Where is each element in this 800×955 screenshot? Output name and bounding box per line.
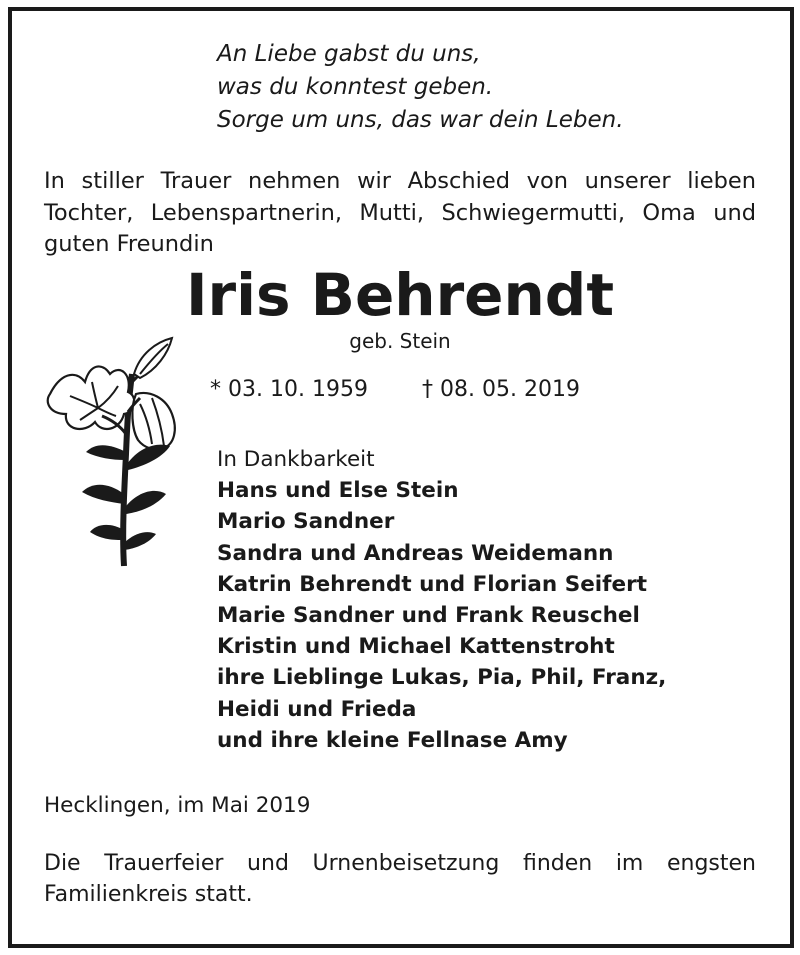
intro-line: guten Freundin [44,231,214,257]
poem-line: An Liebe gabst du uns, [217,41,481,67]
poem [217,38,624,137]
intro-line: In stiller Trauer nehmen wir Abschied von unserer lieben [44,168,756,194]
mourner-line: Mario Sandner [217,509,395,535]
place-date: Hecklingen, im Mai 2019 [44,793,311,818]
death-date: † 08. 05. 2019 [422,377,580,402]
mourner-line: ihre Lieblinge Lukas, Pia, Phil, Franz, [217,665,667,691]
poem-line: was du konntest geben. [217,74,494,100]
mourner-line: Marie Sandner und Frank Reuschel [217,603,640,629]
intro-line: Tochter, Lebenspartnerin, Mutti, Schwiegermutti, Oma und [44,199,756,226]
mourner-line: Sandra und Andreas Weidemann [217,540,614,566]
deceased-name: Iris Behrendt [185,261,615,329]
lily-flower-icon [40,334,180,570]
intro-text [44,166,756,261]
thanks-heading: In Dankbarkeit [217,447,375,472]
mourner-line: Katrin Behrendt und Florian Seifert [217,571,647,597]
closing-note [44,848,756,910]
mourner-line: Kristin und Michael Kattenstroht [217,634,615,660]
mourner-line: und ihre kleine Fellnase Amy [217,727,568,753]
mourners-list [217,444,666,756]
closing-line: Die Trauerfeier und Urnenbeisetzung finden im engsten [44,851,756,876]
birth-date: * 03. 10. 1959 [210,377,368,402]
closing-line: Familienkreis statt. [44,882,253,907]
mourner-line: Hans und Else Stein [217,478,459,504]
mourner-line: Heidi und Frieda [217,696,417,722]
maiden-name: geb. Stein [349,329,451,353]
poem-line: Sorge um uns, das war dein Leben. [217,107,624,133]
